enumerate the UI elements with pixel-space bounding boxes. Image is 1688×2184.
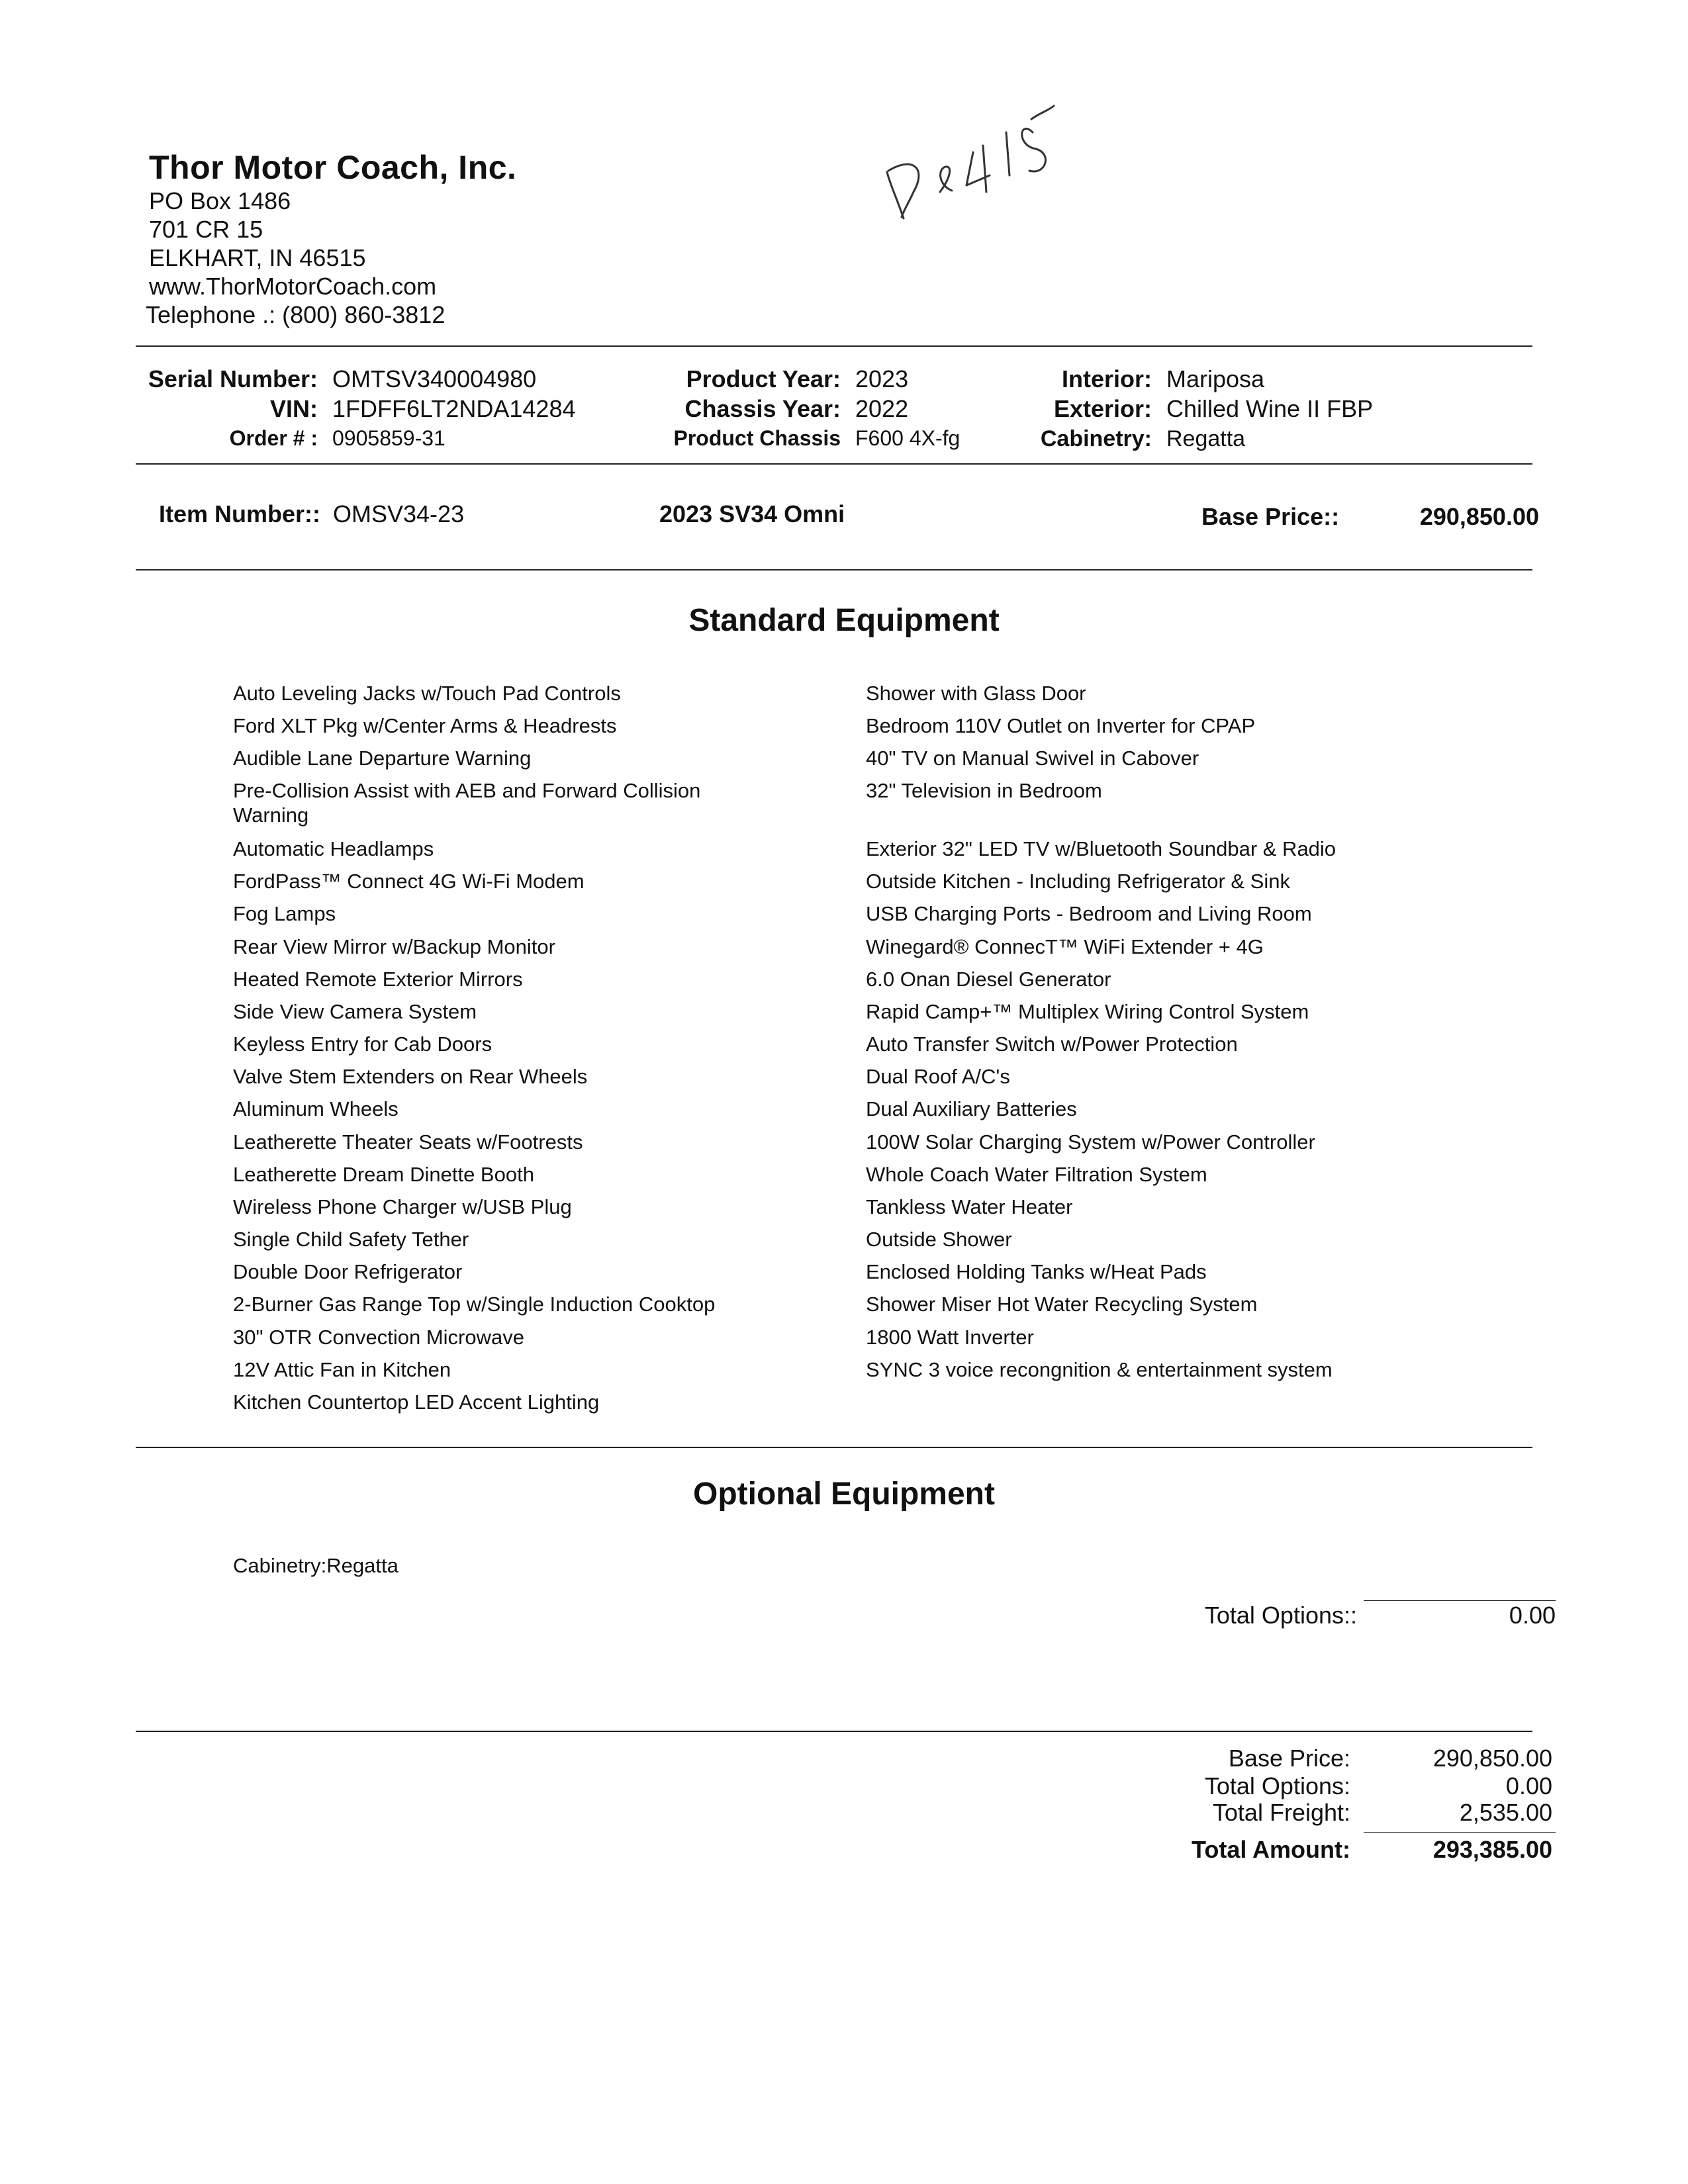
summary-base-price-label: Base Price: <box>1228 1745 1350 1772</box>
list-item: Rapid Camp+™ Multiplex Wiring Control System <box>866 1000 1309 1023</box>
list-item: Dual Roof A/C's <box>866 1065 1010 1088</box>
list-item: Wireless Phone Charger w/USB Plug <box>233 1195 572 1218</box>
divider <box>136 345 1532 347</box>
list-item: 40" TV on Manual Swivel in Cabover <box>866 747 1199 770</box>
list-item: Enclosed Holding Tanks w/Heat Pads <box>866 1260 1207 1283</box>
order-number: 0905859-31 <box>332 426 445 450</box>
company-website: www.ThorMotorCoach.com <box>149 273 437 300</box>
serial-number-label: Serial Number: <box>148 365 318 392</box>
company-name: Thor Motor Coach, Inc. <box>149 149 517 186</box>
list-item: Side View Camera System <box>233 1000 477 1023</box>
list-item: Warning <box>233 803 309 827</box>
summary-total-options: 0.00 <box>1505 1772 1552 1799</box>
list-item: Aluminum Wheels <box>233 1097 399 1120</box>
address-line: ELKHART, IN 46515 <box>149 244 366 271</box>
list-item: Exterior 32" LED TV w/Bluetooth Soundbar & Radio <box>866 837 1336 860</box>
list-item: Dual Auxiliary Batteries <box>866 1097 1077 1120</box>
list-item: Automatic Headlamps <box>233 837 434 860</box>
summary-total-amount: 293,385.00 <box>1432 1836 1552 1863</box>
summary-total-freight: 2,535.00 <box>1459 1799 1552 1826</box>
standard-equipment-title: Standard Equipment <box>688 603 1000 638</box>
divider <box>136 1731 1532 1732</box>
list-item: Single Child Safety Tether <box>233 1228 469 1251</box>
list-item: Heated Remote Exterior Mirrors <box>233 968 523 991</box>
list-item: Winegard® ConnecT™ WiFi Extender + 4G <box>866 935 1264 958</box>
list-item: Outside Kitchen - Including Refrigerator & Sink <box>866 870 1290 893</box>
telephone-number: (800) 860-3812 <box>282 301 445 328</box>
list-item: Keyless Entry for Cab Doors <box>233 1032 492 1056</box>
summary-total-amount-label: Total Amount: <box>1192 1836 1350 1863</box>
list-item: Audible Lane Departure Warning <box>233 747 532 770</box>
telephone-label: Telephone .: <box>146 301 276 328</box>
base-price-label: Base Price:: <box>1201 503 1340 530</box>
list-item: Rear View Mirror w/Backup Monitor <box>233 935 555 958</box>
list-item: Leatherette Dream Dinette Booth <box>233 1163 534 1186</box>
company-address <box>149 187 436 300</box>
list-item: Fog Lamps <box>233 902 336 925</box>
summary-base-price: 290,850.00 <box>1432 1745 1552 1772</box>
vin-label: VIN: <box>270 395 318 422</box>
address-line: PO Box 1486 <box>149 187 291 214</box>
order-number-label: Order # : <box>229 426 318 450</box>
vin-value: 1FDFF6LT2NDA14284 <box>332 395 576 422</box>
list-item: 2-Burner Gas Range Top w/Single Induction Cooktop <box>233 1293 716 1316</box>
list-item: 30" OTR Convection Microwave <box>233 1326 524 1349</box>
cabinetry-value: Regatta <box>1166 426 1246 451</box>
interior-label: Interior: <box>1061 365 1152 392</box>
exterior-label: Exterior: <box>1053 395 1152 422</box>
exterior-value: Chilled Wine II FBP <box>1166 395 1374 422</box>
base-price: 290,850.00 <box>1419 503 1539 530</box>
total-options-value: 0.00 <box>1509 1602 1556 1629</box>
handwritten-note <box>874 93 1086 225</box>
list-item: Leatherette Theater Seats w/Footrests <box>233 1130 583 1154</box>
product-chassis-label: Product Chassis <box>673 426 841 450</box>
model-name: 2023 SV34 Omni <box>659 500 845 527</box>
list-item: FordPass™ Connect 4G Wi-Fi Modem <box>233 870 585 893</box>
list-item: SYNC 3 voice recongnition & entertainment system <box>866 1358 1333 1381</box>
list-item: 32" Television in Bedroom <box>866 779 1102 802</box>
list-item: USB Charging Ports - Bedroom and Living Room <box>866 902 1312 925</box>
list-item: Bedroom 110V Outlet on Inverter for CPAP <box>866 714 1256 737</box>
serial-number: OMTSV340004980 <box>332 365 537 392</box>
list-item: Tankless Water Heater <box>866 1195 1073 1218</box>
total-options-label: Total Options:: <box>1204 1602 1357 1629</box>
summary-total-freight-label: Total Freight: <box>1212 1799 1350 1826</box>
list-item: Pre-Collision Assist with AEB and Forward Collision <box>233 779 701 802</box>
list-item: Auto Leveling Jacks w/Touch Pad Controls <box>233 682 621 705</box>
divider <box>136 463 1532 465</box>
list-item: 100W Solar Charging System w/Power Controller <box>866 1130 1315 1154</box>
list-item: Ford XLT Pkg w/Center Arms & Headrests <box>233 714 617 737</box>
list-item: Outside Shower <box>866 1228 1012 1251</box>
list-item: Auto Transfer Switch w/Power Protection <box>866 1032 1238 1056</box>
interior-value: Mariposa <box>1166 365 1265 392</box>
list-item: Shower with Glass Door <box>866 682 1086 705</box>
list-item: Double Door Refrigerator <box>233 1260 463 1283</box>
list-item: Valve Stem Extenders on Rear Wheels <box>233 1065 588 1088</box>
list-item: Whole Coach Water Filtration System <box>866 1163 1207 1186</box>
divider <box>136 1447 1532 1448</box>
item-number-label: Item Number:: <box>159 500 321 527</box>
list-item: 1800 Watt Inverter <box>866 1326 1034 1349</box>
address-line: 701 CR 15 <box>149 216 263 243</box>
summary-total-options-label: Total Options: <box>1204 1772 1350 1799</box>
chassis-year: 2022 <box>855 395 909 422</box>
list-item: Shower Miser Hot Water Recycling System <box>866 1293 1258 1316</box>
cabinetry-label: Cabinetry: <box>1040 426 1152 451</box>
list-item: 12V Attic Fan in Kitchen <box>233 1358 451 1381</box>
list-item: 6.0 Onan Diesel Generator <box>866 968 1111 991</box>
product-chassis: F600 4X-fg <box>855 426 961 450</box>
optional-equipment-title: Optional Equipment <box>693 1477 995 1512</box>
product-year: 2023 <box>855 365 909 392</box>
company-telephone <box>146 300 445 329</box>
chassis-year-label: Chassis Year: <box>684 395 841 422</box>
divider <box>1364 1600 1556 1601</box>
item-number: OMSV34-23 <box>333 500 465 527</box>
divider <box>136 569 1532 570</box>
divider <box>1364 1832 1556 1833</box>
product-year-label: Product Year: <box>686 365 841 392</box>
list-item: Kitchen Countertop LED Accent Lighting <box>233 1390 600 1414</box>
optional-equipment-item: Cabinetry:Regatta <box>233 1554 399 1577</box>
